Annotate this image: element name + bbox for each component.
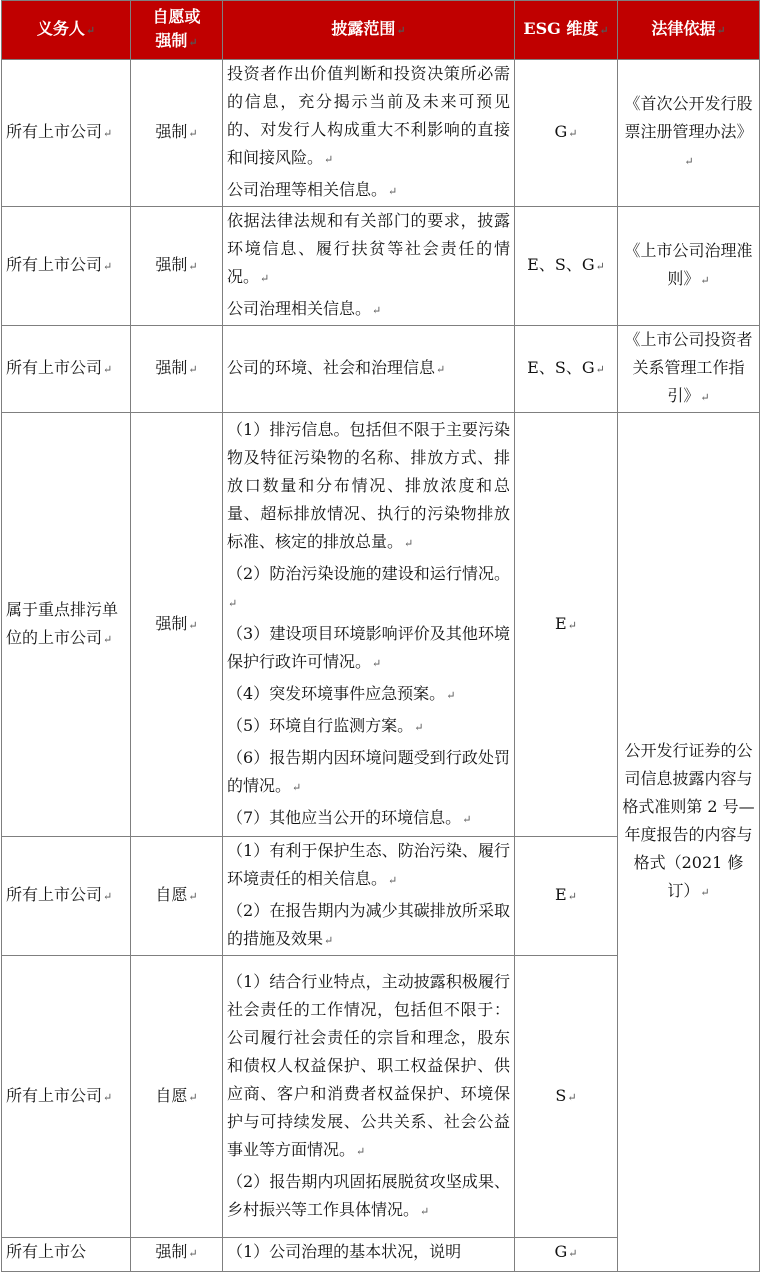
scope-cell xyxy=(223,837,515,956)
table-row xyxy=(2,413,760,837)
table-header-row xyxy=(2,1,760,60)
dimension-cell: S↵ xyxy=(515,956,618,1238)
scope-cell xyxy=(223,207,515,326)
obligor-cell: 所有上市公司↵ xyxy=(2,837,131,956)
scope-item: （1）结合行业特点，主动披露积极履行社会责任的工作情况，包括但不限于：公司履行社会责任的宗旨和理念，股东和债权人权益保护、职工权益保护、供应商、客户和消费者权益保护、环境保护与可持续发展、公共关系、社会公益事业等方面情况。↵ xyxy=(227,971,510,1159)
scope-cell xyxy=(223,956,515,1238)
obligor-cell: 属于重点排污单位的上市公司↵ xyxy=(2,413,131,837)
scope-item: 公司的环境、社会和治理信息↵ xyxy=(227,358,446,377)
scope-item: （2）报告期内巩固拓展脱贫攻坚成果、乡村振兴等工作具体情况。↵ xyxy=(227,1171,510,1219)
obligor-cell: 所有上市公司↵ xyxy=(2,326,131,413)
table-row xyxy=(2,60,760,207)
type-cell: 强制↵ xyxy=(131,326,223,413)
obligor-cell: 所有上市公司↵ xyxy=(2,956,131,1238)
scope-item: （2）防治污染设施的建设和运行情况。↵ xyxy=(227,563,510,610)
basis-cell: 公开发行证券的公司信息披露内容与格式准则第 2 号—年度报告的内容与格式（2021 修订）↵ xyxy=(618,413,760,1272)
scope-item: 公司治理相关信息。↵ xyxy=(227,299,382,318)
header-obligor: 义务人↵ xyxy=(2,1,131,60)
header-scope: 披露范围↵ xyxy=(223,1,515,60)
table-row xyxy=(2,326,760,413)
scope-item: （2）在报告期内为减少其碳排放所采取的措施及效果↵ xyxy=(227,901,510,948)
scope-cell xyxy=(223,60,515,207)
scope-item: 公司治理等相关信息。↵ xyxy=(227,180,398,199)
scope-item: 依据法律法规和有关部门的要求，披露环境信息、履行扶贫等社会责任的情况。↵ xyxy=(227,211,510,286)
scope-item: （7）其他应当公开的环境信息。↵ xyxy=(227,807,472,827)
scope-cell xyxy=(223,326,515,413)
dimension-cell: G↵ xyxy=(515,1238,618,1272)
scope-item: （6）报告期内因环境问题受到行政处罚的情况。↵ xyxy=(227,747,510,795)
type-cell: 强制↵ xyxy=(131,207,223,326)
type-cell: 强制↵ xyxy=(131,1238,223,1272)
type-cell: 自愿↵ xyxy=(131,837,223,956)
dimension-cell: E、S、G↵ xyxy=(515,326,618,413)
dimension-cell: E↵ xyxy=(515,413,618,837)
esg-disclosure-table xyxy=(1,0,760,1272)
scope-item: （1）排污信息。包括但不限于主要污染物及特征污染物的名称、排放方式、排放口数量和分布情况、排放浓度和总量、超标排放情况、执行的污染物排放标准、核定的排放总量。↵ xyxy=(227,419,510,551)
table-row xyxy=(2,207,760,326)
basis-cell: 《首次公开发行股票注册管理办法》↵ xyxy=(618,60,760,207)
basis-cell: 《上市公司治理准则》↵ xyxy=(618,207,760,326)
type-cell: 强制↵ xyxy=(131,60,223,207)
obligor-cell: 所有上市公司↵ xyxy=(2,60,131,207)
scope-item: 投资者作出价值判断和投资决策所必需的信息，充分揭示当前及未来可预见的、对发行人构成重大不利影响的直接和间接风险。↵ xyxy=(227,64,510,167)
scope-item: （1）有利于保护生态、防治污染、履行环境责任的相关信息。↵ xyxy=(227,841,510,888)
type-cell: 强制↵ xyxy=(131,413,223,837)
basis-cell: 《上市公司投资者关系管理工作指引》↵ xyxy=(618,326,760,413)
dimension-cell: E↵ xyxy=(515,837,618,956)
scope-item: （5）环境自行监测方案。↵ xyxy=(227,715,424,735)
dimension-cell: G↵ xyxy=(515,60,618,207)
obligor-cell: 所有上市公司↵ xyxy=(2,207,131,326)
obligor-cell: 所有上市公 xyxy=(2,1238,131,1272)
header-basis: 法律依据↵ xyxy=(618,1,760,60)
scope-item: （3）建设项目环境影响评价及其他环境保护行政许可情况。↵ xyxy=(227,623,510,671)
scope-item: （1）公司治理的基本状况，说明 xyxy=(227,1242,462,1261)
header-type: 自愿或 强制↵ xyxy=(131,1,223,60)
scope-item: （4）突发环境事件应急预案。↵ xyxy=(227,683,456,703)
scope-cell xyxy=(223,413,515,837)
header-dimension: ESG 维度↵ xyxy=(515,1,618,60)
type-cell: 自愿↵ xyxy=(131,956,223,1238)
dimension-cell: E、S、G↵ xyxy=(515,207,618,326)
